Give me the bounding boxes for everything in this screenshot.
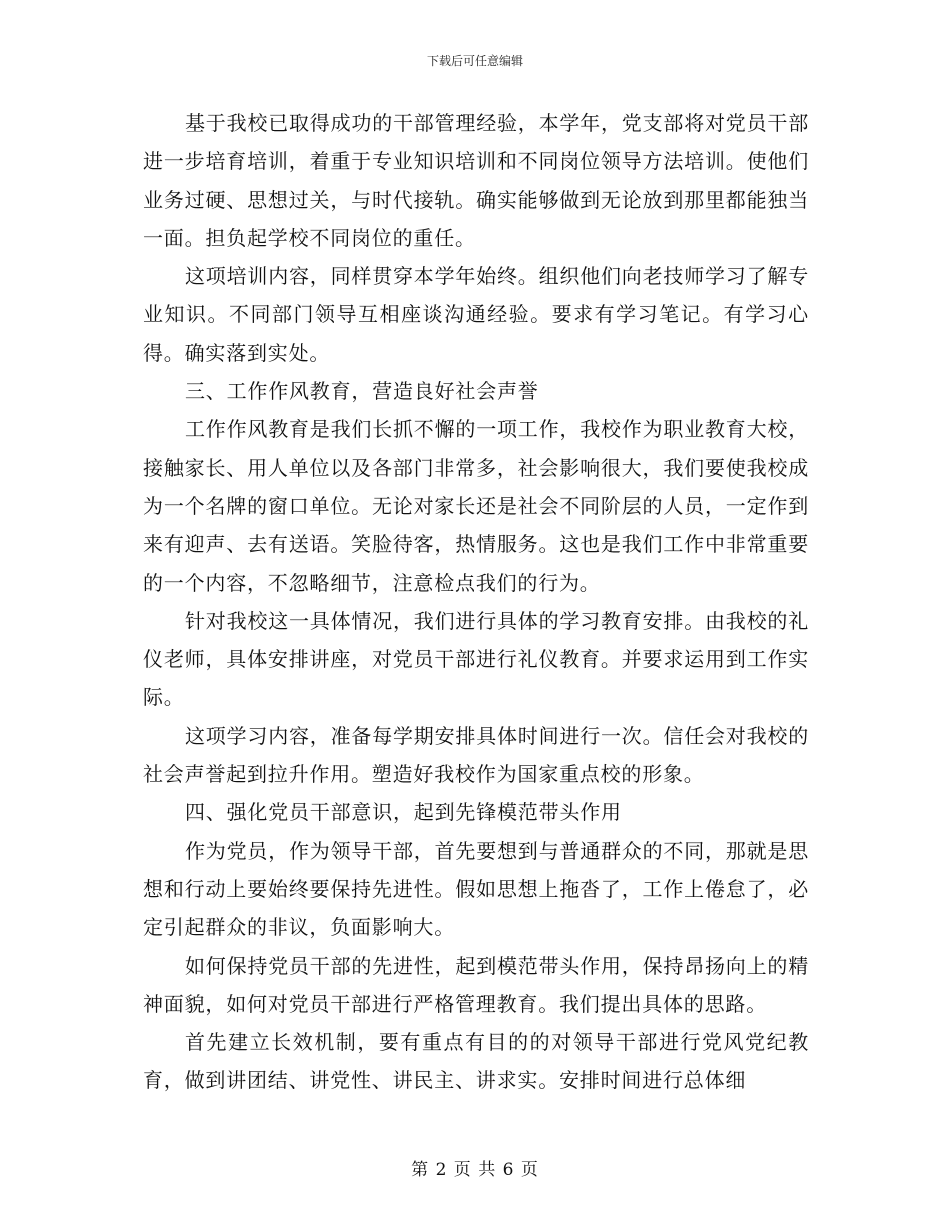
document-body bbox=[143, 104, 809, 1100]
paragraph: 这项培训内容，同样贯穿本学年始终。组织他们向老技师学习了解专业知识。不同部门领导互相座谈沟通经验。要求有学习笔记。有学习心得。确实落到实处。 bbox=[143, 264, 809, 365]
paragraph: 工作作风教育是我们长抓不懈的一项工作，我校作为职业教育大校，接触家长、用人单位以及各部门非常多，社会影响很大，我们要使我校成为一个名牌的窗口单位。无论对家长还是社会不同阶层的人员，一定作到来有迎声、去有送语。笑脸待客，热情服务。这也是我们工作中非常重要的一个内容，不忽略细节，注意检点我们的行为。 bbox=[143, 417, 809, 595]
paragraph: 针对我校这一具体情况，我们进行具体的学习教育安排。由我校的礼仪老师，具体安排讲座，对党员干部进行礼仪教育。并要求运用到工作实际。 bbox=[143, 608, 809, 710]
section-heading: 三、工作作风教育，营造良好社会声誉 bbox=[185, 379, 539, 404]
paragraph: 这项学习内容，准备每学期安排具体时间进行一次。信任会对我校的社会声誉起到拉升作用。塑造好我校作为国家重点校的形象。 bbox=[143, 723, 809, 787]
page-number-footer: 第 2 页 共 6 页 bbox=[411, 1160, 539, 1180]
paragraph: 基于我校已取得成功的干部管理经验，本学年，党支部将对党员干部进一步培育培训，着重于专业知识培训和不同岗位领导方法培训。使他们业务过硬、思想过关，与时代接轨。确实能够做到无论放到那里都能独当一面。担负起学校不同岗位的重任。 bbox=[143, 111, 809, 250]
paragraph: 首先建立长效机制，要有重点有目的的对领导干部进行党风党纪教育，做到讲团结、讲党性、讲民主、讲求实。安排时间进行总体细 bbox=[143, 1030, 809, 1093]
page-header: 下载后可任意编辑 bbox=[426, 54, 523, 68]
section-heading: 四、强化党员干部意识，起到先锋模范带头作用 bbox=[185, 800, 622, 825]
paragraph: 作为党员，作为领导干部，首先要想到与普通群众的不同，那就是思想和行动上要始终要保持先进性。假如思想上拖沓了，工作上倦怠了，必定引起群众的非议，负面影响大。 bbox=[143, 838, 809, 940]
paragraph: 如何保持党员干部的先进性，起到模范带头作用，保持昂扬向上的精神面貌，如何对党员干部进行严格管理教育。我们提出具体的思路。 bbox=[143, 953, 809, 1016]
